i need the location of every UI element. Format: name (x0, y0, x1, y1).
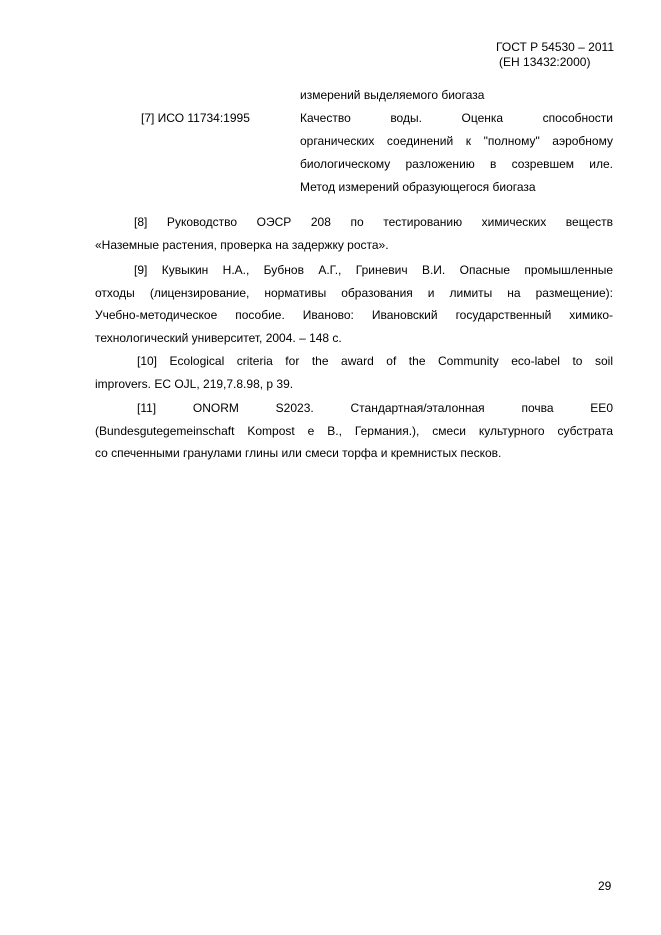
standard-equivalent: (ЕН 13432:2000) (499, 55, 591, 69)
paragraph-line: отходы (лицензирование, нормативы образования и лимиты на размещение): (95, 285, 613, 300)
reference-line: биологическому разложению в созревшем иле. (300, 157, 613, 171)
paragraph-line: (Bundesgutegemeinschaft Kompost e B., Германия.), смеси культурного субстрата (95, 423, 613, 438)
paragraph-line: Учебно-методическое пособие. Иваново: Ивановский государственный химико- (95, 308, 613, 323)
reference-8 (95, 211, 613, 256)
paragraph-line: [10] Ecological criteria for the award of the Community eco-label to soil (137, 354, 613, 368)
paragraph-line: со спеченными гранулами глины или смеси торфа и кремнистых песков. (95, 446, 502, 461)
paragraph-line: [9] Кувыкин Н.А., Бубнов А.Г., Гриневич В.И. Опасные промышленные (134, 263, 613, 277)
reference-code: [7] ИСО 11734:1995 (141, 111, 250, 125)
reference-line: органических соединений к "полному" аэробному (300, 134, 613, 148)
reference-9 (95, 259, 613, 350)
reference-description (300, 107, 613, 199)
page-number: 29 (598, 879, 612, 893)
paragraph-line: improvers. EC OJL, 219,7.8.98, p 39. (95, 376, 294, 391)
paragraph-line: [11] ONORM S2023. Стандартная/эталонная почва EE0 (137, 401, 613, 415)
reference-11 (95, 397, 613, 465)
document-header (496, 40, 614, 70)
reference-10 (95, 350, 613, 395)
reference-line: измерений выделяемого биогаза (300, 88, 485, 102)
reference-line: Метод измерений образующегося биогаза (300, 180, 536, 194)
paragraph-line: [8] Руководство ОЭСР 208 по тестированию химических веществ (134, 215, 613, 229)
reference-line: Качество воды. Оценка способности (300, 111, 613, 125)
standard-designation: ГОСТ Р 54530 – 2011 (496, 40, 614, 54)
paragraph-line: технологический университет, 2004. – 148 с. (95, 331, 342, 346)
paragraph-line: «Наземные растения, проверка на задержку роста». (95, 237, 389, 252)
